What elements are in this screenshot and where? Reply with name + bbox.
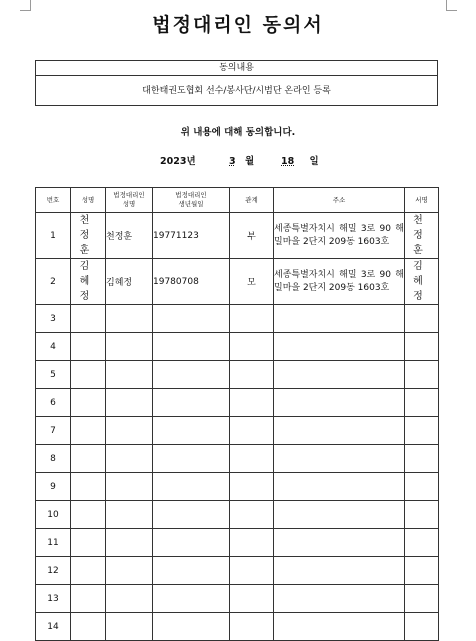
table-row [36,389,439,417]
date-day-value: 18 [281,156,295,167]
header-guardian-name: 법정대리인 성명 [106,188,153,213]
cell-guardian-birth [153,613,230,641]
cell-no: 7 [36,417,71,445]
table-row [36,361,439,389]
consent-content: 대한태권도협회 선수/봉사단/시범단 온라인 등록 [142,86,331,96]
cell-guardian-birth [153,529,230,557]
cell-guardian-birth [153,361,230,389]
cell-relation: 모 [230,259,274,305]
cell-guardian-name [106,585,153,613]
cell-name [71,613,106,641]
cell-no: 5 [36,361,71,389]
cell-guardian-birth: 19771123 [153,213,230,259]
cell-name [71,333,106,361]
cell-guardian-name: 김혜정 [106,259,153,305]
cell-signature [405,557,439,585]
cell-signature [405,501,439,529]
cell-signature [405,445,439,473]
cell-address [274,529,405,557]
table-row [36,613,439,641]
table-row [36,557,439,585]
cell-signature [405,585,439,613]
cell-name [71,501,106,529]
cell-address [274,417,405,445]
cell-signature [405,417,439,445]
cell-guardian-birth [153,445,230,473]
cell-name [71,445,106,473]
cell-signature [405,361,439,389]
cell-no: 8 [36,445,71,473]
cell-address [274,305,405,333]
cell-address [274,389,405,417]
cell-signature [405,613,439,641]
cell-guardian-name: 천정훈 [106,213,153,259]
cell-name [71,557,106,585]
cell-signature [405,529,439,557]
cell-guardian-birth [153,333,230,361]
cell-guardian-birth [153,305,230,333]
cell-address [274,501,405,529]
cell-guardian-name [106,557,153,585]
cell-no: 12 [36,557,71,585]
cell-guardian-birth [153,585,230,613]
cell-address [274,445,405,473]
header-address: 주소 [274,188,405,213]
cell-guardian-name [106,389,153,417]
cell-guardian-birth: 19780708 [153,259,230,305]
cell-relation [230,473,274,501]
cell-address [274,333,405,361]
cell-guardian-name [106,361,153,389]
cell-name [71,259,106,305]
table-row [36,585,439,613]
cell-signature-text: 김혜정 [413,261,430,302]
table-row [36,417,439,445]
header-relation: 관계 [230,188,274,213]
table-row [36,529,439,557]
cell-name [71,585,106,613]
cell-name-text: 천정훈 [79,215,97,256]
cell-address [274,613,405,641]
date-day [281,153,319,167]
table-row [36,259,439,305]
table-row [36,305,439,333]
cell-name-text: 김혜정 [79,261,97,302]
cell-relation [230,501,274,529]
header-name: 성명 [71,188,106,213]
cell-guardian-name [106,529,153,557]
cell-relation [230,585,274,613]
cell-address: 세종특별자치시 해밀 3로 90 해밀마을 2단지 209동 1603호 [274,213,405,259]
table-row [36,473,439,501]
cell-guardian-name [106,333,153,361]
cell-relation [230,613,274,641]
cell-guardian-name [106,473,153,501]
table-row [36,213,439,259]
cell-signature-text: 천정훈 [413,215,430,256]
cell-signature [405,473,439,501]
cell-relation [230,529,274,557]
cell-guardian-birth [153,473,230,501]
cell-relation: 부 [230,213,274,259]
cell-relation [230,333,274,361]
date-month-unit: 월 [244,156,255,167]
cell-no: 2 [36,259,71,305]
table-row [36,501,439,529]
cell-address [274,557,405,585]
cell-signature [405,259,439,305]
cell-guardian-birth [153,557,230,585]
table-row [36,445,439,473]
cell-address [274,361,405,389]
cell-name [71,213,106,259]
table-row [36,333,439,361]
cell-relation [230,557,274,585]
cell-no: 3 [36,305,71,333]
date-month [229,153,254,167]
cell-guardian-birth [153,417,230,445]
cell-signature [405,333,439,361]
consent-header: 동의내용 [36,61,437,76]
cell-relation [230,305,274,333]
cell-address [274,473,405,501]
table-header-row [36,188,439,213]
header-no: 번호 [36,188,71,213]
cell-name [71,417,106,445]
cell-guardian-name [106,613,153,641]
cell-guardian-birth [153,389,230,417]
cell-no: 1 [36,213,71,259]
cell-name [71,389,106,417]
cell-guardian-name [106,501,153,529]
cell-no: 14 [36,613,71,641]
cell-no: 9 [36,473,71,501]
cell-no: 4 [36,333,71,361]
header-guardian-birth: 법정대리인 생년월일 [153,188,230,213]
date-year: 2023년 [160,156,196,167]
cell-address: 세종특별자치시 해밀 3로 90 해밀마을 2단지 209동 1603호 [274,259,405,305]
cell-no: 11 [36,529,71,557]
cell-signature [405,305,439,333]
cell-address [274,585,405,613]
cell-relation [230,445,274,473]
cell-relation [230,361,274,389]
header-signature: 서명 [405,188,439,213]
cell-guardian-name [106,305,153,333]
cell-no: 10 [36,501,71,529]
cell-no: 13 [36,585,71,613]
document-title: 법정대리인 동의서 [152,14,324,36]
consent-box [35,60,438,106]
cell-name [71,305,106,333]
cell-guardian-birth [153,501,230,529]
cell-relation [230,417,274,445]
cell-name [71,361,106,389]
cell-guardian-name [106,417,153,445]
cell-name [71,473,106,501]
date-day-unit: 일 [309,156,319,167]
cell-signature [405,389,439,417]
cell-no: 6 [36,389,71,417]
date-month-value: 3 [229,156,236,167]
cell-relation [230,389,274,417]
cell-signature [405,213,439,259]
cell-name [71,529,106,557]
agree-statement: 위 내용에 대해 동의합니다. [180,127,296,138]
guardian-table [35,187,439,641]
cell-guardian-name [106,445,153,473]
